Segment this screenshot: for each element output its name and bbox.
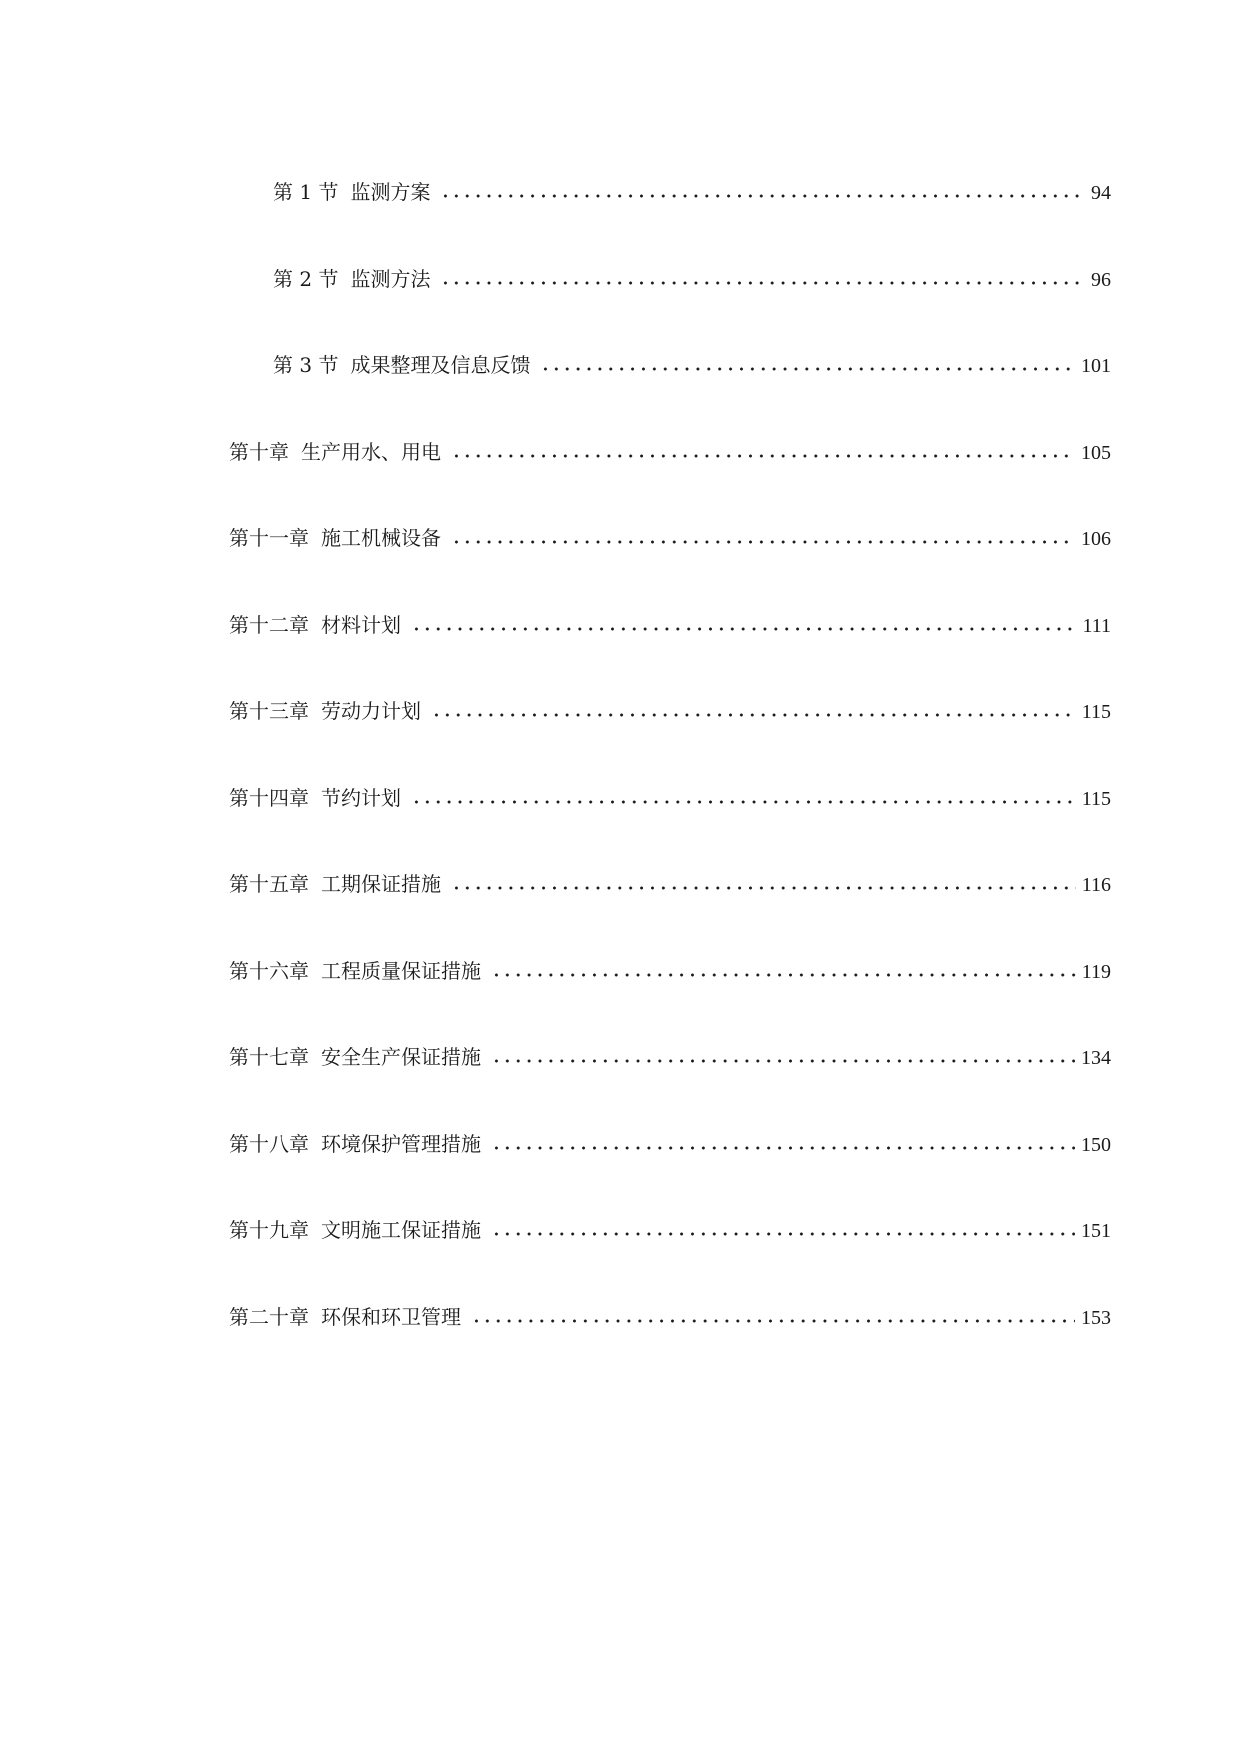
toc-entry-number: 第十七章 xyxy=(229,1045,309,1069)
toc-entry-page: 150 xyxy=(1081,1134,1111,1156)
toc-entry-title: 施工机械设备 xyxy=(321,526,441,550)
toc-entry-section[interactable] xyxy=(273,350,1111,380)
dot-leader xyxy=(411,627,1076,631)
dot-leader xyxy=(491,973,1076,977)
dot-leader xyxy=(440,281,1085,285)
toc-entry-section[interactable] xyxy=(273,177,1111,207)
toc-entry-page: 134 xyxy=(1081,1047,1111,1069)
toc-entry-title: 生产用水、用电 xyxy=(301,440,441,464)
toc-entry-title: 监测方案 xyxy=(350,180,431,204)
toc-entry-page: 111 xyxy=(1082,615,1111,637)
dot-leader xyxy=(491,1059,1075,1063)
toc-entry-number: 第十章 xyxy=(229,440,289,464)
toc-entry-chapter[interactable] xyxy=(229,696,1111,726)
toc-entry-number: 第二十章 xyxy=(229,1305,309,1329)
toc-entry-title: 安全生产保证措施 xyxy=(321,1045,481,1069)
toc-entry-title: 劳动力计划 xyxy=(321,699,421,723)
toc-entry-chapter[interactable] xyxy=(229,956,1111,986)
toc-entry-number: 第十四章 xyxy=(229,786,309,810)
toc-entry-page: 96 xyxy=(1091,269,1111,291)
toc-entry-chapter[interactable] xyxy=(229,523,1111,553)
toc-entry-number: 第十二章 xyxy=(229,613,309,637)
toc-entry-chapter[interactable] xyxy=(229,610,1111,640)
toc-entry-chapter[interactable] xyxy=(229,437,1111,467)
toc-entry-chapter[interactable] xyxy=(229,1129,1111,1159)
toc-entry-number: 第 3 节 xyxy=(273,353,339,377)
toc-entry-page: 153 xyxy=(1081,1307,1111,1329)
dot-leader xyxy=(491,1146,1075,1150)
dot-leader xyxy=(491,1232,1075,1236)
dot-leader xyxy=(540,367,1075,371)
toc-entry-number: 第十一章 xyxy=(229,526,309,550)
dot-leader xyxy=(431,713,1076,717)
toc-entry-page: 116 xyxy=(1081,874,1111,896)
toc-entry-page: 106 xyxy=(1081,528,1111,550)
toc-entry-chapter[interactable] xyxy=(229,1042,1111,1072)
toc-entry-section[interactable] xyxy=(273,264,1111,294)
toc-entry-chapter[interactable] xyxy=(229,783,1111,813)
dot-leader xyxy=(451,454,1075,458)
toc-entry-title: 环保和环卫管理 xyxy=(321,1305,461,1329)
toc-entry-title: 监测方法 xyxy=(350,267,431,291)
toc-entry-number: 第十六章 xyxy=(229,959,309,983)
dot-leader xyxy=(451,540,1075,544)
dot-leader xyxy=(451,886,1076,890)
toc-entry-number: 第十九章 xyxy=(229,1218,309,1242)
dot-leader xyxy=(411,800,1076,804)
toc-entry-title: 工程质量保证措施 xyxy=(321,959,481,983)
toc-entry-title: 成果整理及信息反馈 xyxy=(350,353,531,377)
toc-entry-chapter[interactable] xyxy=(229,1215,1111,1245)
toc-entry-page: 115 xyxy=(1081,788,1111,810)
toc-entry-chapter[interactable] xyxy=(229,869,1111,899)
toc-entry-number: 第十三章 xyxy=(229,699,309,723)
toc-entry-title: 环境保护管理措施 xyxy=(321,1132,481,1156)
toc-entry-title: 工期保证措施 xyxy=(321,872,441,896)
toc-entry-page: 115 xyxy=(1081,701,1111,723)
toc-entry-page: 151 xyxy=(1081,1220,1111,1242)
toc-entry-number: 第 2 节 xyxy=(273,267,339,291)
toc-entry-number: 第十五章 xyxy=(229,872,309,896)
toc-entry-chapter[interactable] xyxy=(229,1302,1111,1332)
toc-entry-page: 105 xyxy=(1081,442,1111,464)
toc-entry-page: 119 xyxy=(1081,961,1111,983)
toc-entry-number: 第十八章 xyxy=(229,1132,309,1156)
toc-entry-number: 第 1 节 xyxy=(273,180,339,204)
toc-entry-title: 材料计划 xyxy=(321,613,401,637)
dot-leader xyxy=(440,194,1085,198)
dot-leader xyxy=(471,1319,1075,1323)
toc-entry-title: 节约计划 xyxy=(321,786,401,810)
toc-entry-title: 文明施工保证措施 xyxy=(321,1218,481,1242)
toc-entry-page: 101 xyxy=(1081,355,1111,377)
toc-entry-page: 94 xyxy=(1091,182,1111,204)
